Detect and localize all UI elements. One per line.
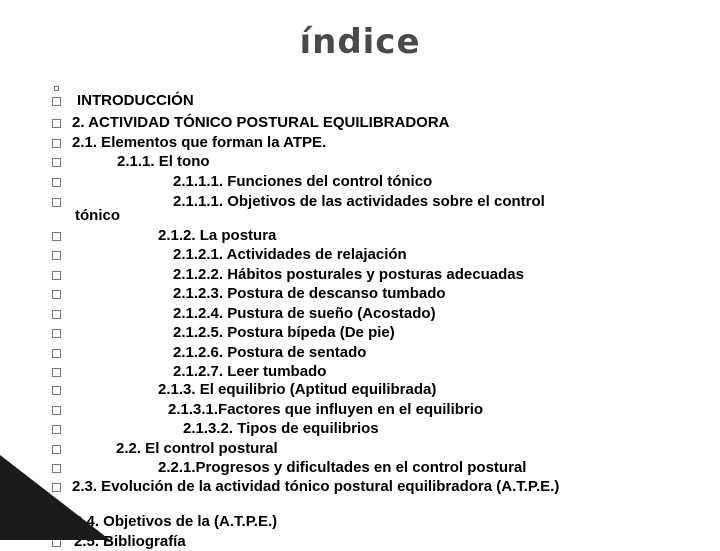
corner-decoration [0, 455, 110, 540]
bullet-icon [52, 139, 61, 148]
bullet-icon [52, 158, 61, 167]
index-entry: 2.1.3. El equilibrio (Aptitud equilibrada) [158, 381, 437, 398]
bullet-icon [52, 290, 61, 299]
bullet-icon [52, 349, 61, 358]
index-entry: 2.1.2.5. Postura bípeda (De pie) [173, 324, 395, 341]
index-entry: 2.1. Elementos que forman la ATPE. [72, 134, 327, 151]
bullet-icon [52, 425, 61, 434]
index-entry: 2.1.2. La postura [158, 227, 277, 244]
index-entry: 2.1.2.1. Actividades de relajación [173, 246, 407, 263]
index-entry: 2.1.1.1. Funciones del control tónico [173, 173, 433, 190]
bullet-icon [52, 368, 61, 377]
bullet-icon [52, 386, 61, 395]
index-entry: 2.1.2.7. Leer tumbado [173, 363, 327, 380]
index-entry: 2.1.2.4. Pustura de sueño (Acostado) [173, 305, 436, 322]
index-entry: 2.5. Bibliografía [74, 533, 186, 550]
bullet-icon [52, 445, 61, 454]
bullet-icon [52, 251, 61, 260]
index-entry: 2.1.2.3. Postura de descanso tumbado [173, 285, 446, 302]
page-title: índice [299, 22, 421, 62]
bullet-icon [52, 271, 61, 280]
bullet-icon [52, 406, 61, 415]
bullet-icon [52, 198, 61, 207]
index-entry: 2. ACTIVIDAD TÓNICO POSTURAL EQUILIBRADORA [72, 114, 450, 131]
index-entry: 2.1.2.2. Hábitos posturales y posturas adecuadas [173, 266, 524, 283]
index-entry: 2.4. Objetivos de la (A.T.P.E.) [74, 513, 278, 530]
bullet-icon [52, 119, 61, 128]
bullet-icon [52, 310, 61, 319]
index-entry: 2.1.1. El tono [117, 153, 210, 170]
index-entry: tónico [75, 207, 120, 224]
index-entry: 2.2.1.Progresos y dificultades en el control postural [158, 459, 527, 476]
bullet-icon [52, 178, 61, 187]
bullet-icon [52, 97, 61, 106]
index-entry: INTRODUCCIÓN [77, 92, 194, 109]
index-entry: 2.1.1.1. Objetivos de las actividades sobre el control [173, 193, 545, 210]
index-entry: 2.2. El control postural [116, 440, 278, 457]
bullet-icon [54, 86, 59, 91]
index-entry: 2.1.3.1.Factores que influyen en el equilibrio [168, 401, 484, 418]
index-entry: 2.3. Evolución de la actividad tónico postural equilibradora (A.T.P.E.) [72, 478, 560, 495]
bullet-icon [52, 232, 61, 241]
index-entry: 2.1.2.6. Postura de sentado [173, 344, 367, 361]
bullet-icon [52, 329, 61, 338]
index-entry: 2.1.3.2. Tipos de equilibrios [183, 420, 379, 437]
